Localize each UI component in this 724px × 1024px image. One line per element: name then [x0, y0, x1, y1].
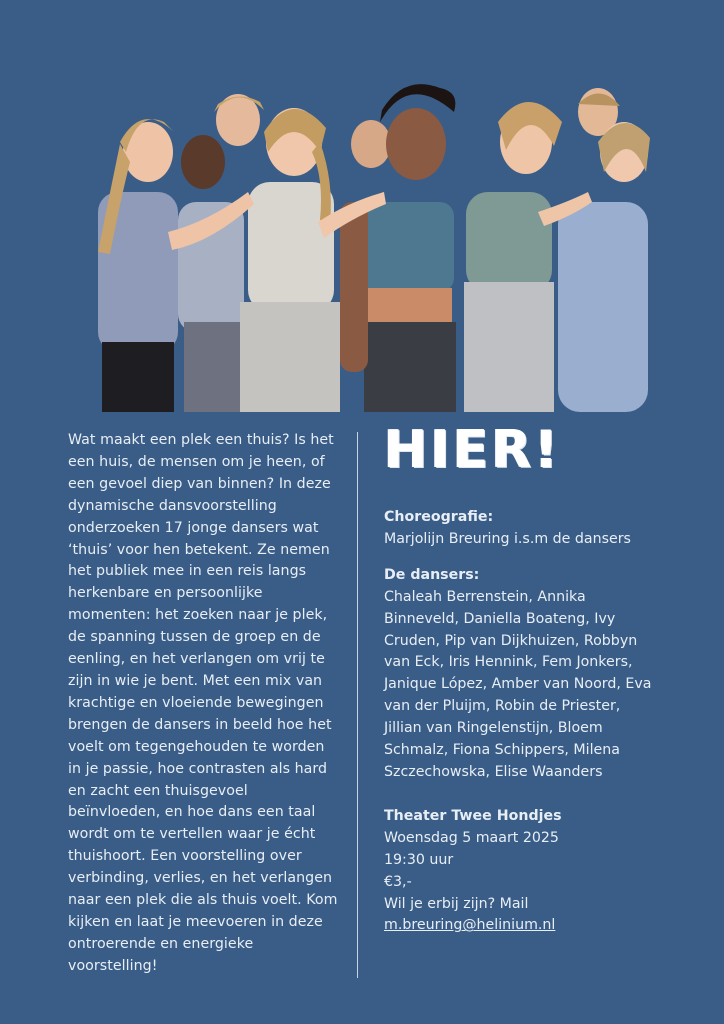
- dancers-photo: [68, 82, 656, 412]
- intro-text: Wat maakt een plek een thuis? Is het een huis, de mensen om je heen, of een gevoel diep van binnen? In deze dynamische dansvoorstelling onderzoeken 17 jonge dansers wat ‘thuis’ voor hen betekent. Ze nemen het publiek mee in een reis langs herkenbare en persoonlijke momenten: het zoeken naar je plek, de spanning tussen de groep en de eenling, en het verlangen om vrij te zijn in wie je bent. Met een mix van krachtige en vloeiende bewegingen brengen de dansers in beeld hoe het voelt om tegengehouden te worden in je passie, hoe contrasten als hard en zacht een thuisgevoel beïnvloeden, en hoe dans een taal wordt om te vertellen waar je écht thuishoort. Een voorstelling over verbinding, verlies, en het verlangen naar een plek die als thuis voelt. Kom kijken en laat je meevoeren in deze ontroerende en energieke voorstelling!: [68, 432, 338, 974]
- event-price: €3,-: [384, 873, 412, 890]
- dancers-label: De dansers:: [384, 566, 480, 583]
- event-date: Woensdag 5 maart 2025: [384, 829, 559, 846]
- dancers-block: [384, 565, 654, 784]
- event-block: [384, 806, 654, 937]
- dancers-group-photo-icon: [68, 82, 656, 412]
- choreography-value: Marjolijn Breuring i.s.m de dansers: [384, 530, 631, 547]
- info-column: [384, 420, 654, 951]
- column-divider: [357, 432, 358, 978]
- contact-email-link[interactable]: m.breuring@helinium.nl: [384, 917, 556, 934]
- show-title: HIER!: [384, 420, 562, 480]
- choreography-block: [384, 507, 654, 551]
- event-time: 19:30 uur: [384, 851, 454, 868]
- venue-name: Theater Twee Hondjes: [384, 807, 562, 824]
- dancers-list: Chaleah Berrenstein, Annika Binneveld, Daniella Boateng, Ivy Cruden, Pip van Dijkhuizen, Robbyn van Eck, Iris Hennink, Fem Jonkers, Janique López, Amber van Noord, Eva van der Pluijm, Robin de Priester, Jillian van Ringelenstijn, Bloem Schmalz, Fiona Schippers, Milena Szczechowska, Elise Waanders: [384, 588, 652, 780]
- contact-question: Wil je erbij zijn? Mail: [384, 895, 529, 912]
- choreography-label: Choreografie:: [384, 509, 494, 525]
